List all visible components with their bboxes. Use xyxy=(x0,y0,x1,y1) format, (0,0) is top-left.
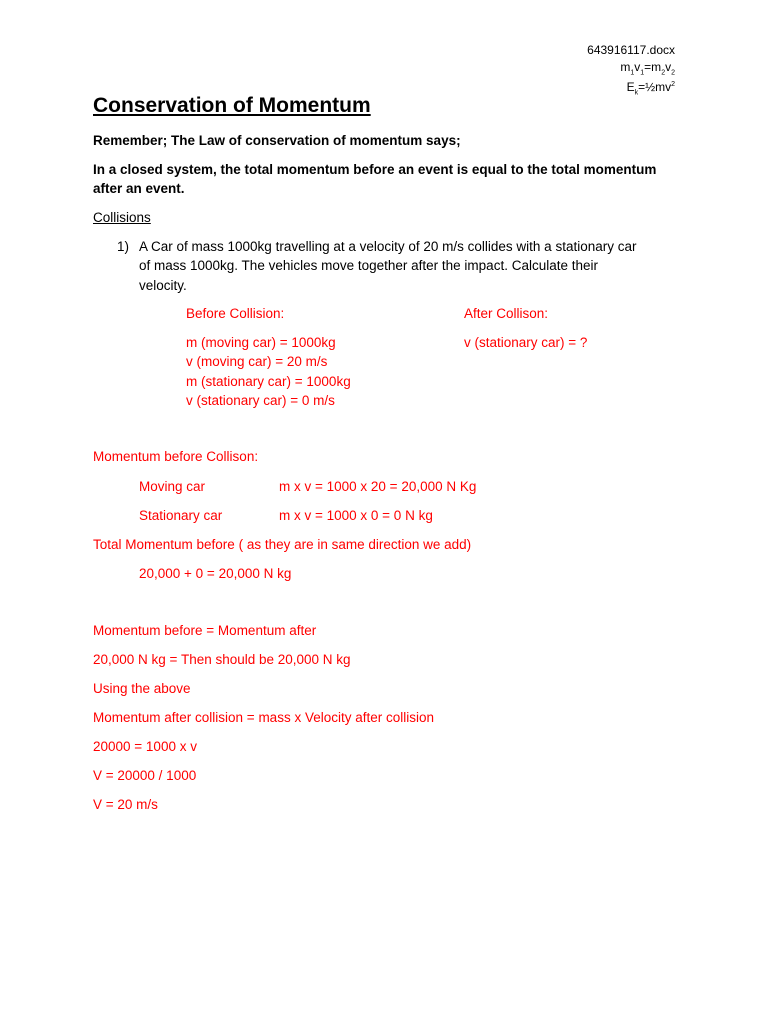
formula-sub-2: 1 xyxy=(640,69,645,77)
before-item: m (moving car) = 1000kg xyxy=(186,335,336,350)
question-line-3: velocity. xyxy=(139,278,187,293)
stationary-car-calc: m x v = 1000 x 0 = 0 N kg xyxy=(279,508,433,523)
solution-line: Momentum after collision = mass x Velocity after collision xyxy=(93,710,435,725)
formula-sub-3: 2 xyxy=(661,69,666,77)
formula-m1: m xyxy=(620,60,631,74)
kinetic-energy-formula xyxy=(627,77,675,100)
formula-v2: v xyxy=(665,60,672,74)
formula-sup-2: 2 xyxy=(671,81,675,88)
stationary-car-label: Stationary car xyxy=(139,508,223,523)
before-item: m (stationary car) = 1000kg xyxy=(186,374,351,389)
section-heading-collisions: Collisions xyxy=(93,210,151,225)
document-filename: 643916117.docx xyxy=(587,43,675,57)
before-item: v (moving car) = 20 m/s xyxy=(186,354,328,369)
formula-sub-1: 1 xyxy=(630,69,635,77)
question-number: 1) xyxy=(117,239,130,254)
solution-line: V = 20000 / 1000 xyxy=(93,768,197,783)
solution-line: Using the above xyxy=(93,681,191,696)
formula-eq: =m xyxy=(644,60,662,74)
remember-line: Remember; The Law of conservation of momentum says; xyxy=(93,133,461,148)
formula-rest: =½mv xyxy=(638,80,672,94)
after-collision-heading: After Collison: xyxy=(464,306,549,321)
after-item: v (stationary car) = ? xyxy=(464,335,588,350)
formula-sub-4: 2 xyxy=(671,69,675,77)
before-item: v (stationary car) = 0 m/s xyxy=(186,393,335,408)
page-title: Conservation of Momentum xyxy=(93,94,371,117)
formula-v1: v xyxy=(634,60,641,74)
solution-line: 20,000 N kg = Then should be 20,000 N kg xyxy=(93,652,351,667)
before-collision-heading: Before Collision: xyxy=(186,306,285,321)
formula-e: E xyxy=(626,80,635,94)
question-line-2: of mass 1000kg. The vehicles move together after the impact. Calculate their xyxy=(139,258,598,273)
solution-line: Momentum before = Momentum after xyxy=(93,623,317,638)
total-momentum-calc: 20,000 + 0 = 20,000 N kg xyxy=(139,566,292,581)
law-line-2: after an event. xyxy=(93,181,185,196)
solution-line: 20000 = 1000 x v xyxy=(93,739,197,754)
solution-line: V = 20 m/s xyxy=(93,797,158,812)
moving-car-calc: m x v = 1000 x 20 = 20,000 N Kg xyxy=(279,479,477,494)
formula-sub-k: k xyxy=(634,89,639,97)
momentum-before-heading: Momentum before Collison: xyxy=(93,449,259,464)
total-momentum-heading: Total Momentum before ( as they are in same direction we add) xyxy=(93,537,472,552)
law-line-1: In a closed system, the total momentum before an event is equal to the total momentum xyxy=(93,162,657,177)
moving-car-label: Moving car xyxy=(139,479,206,494)
question-line-1: A Car of mass 1000kg travelling at a velocity of 20 m/s collides with a stationary car xyxy=(139,239,637,254)
